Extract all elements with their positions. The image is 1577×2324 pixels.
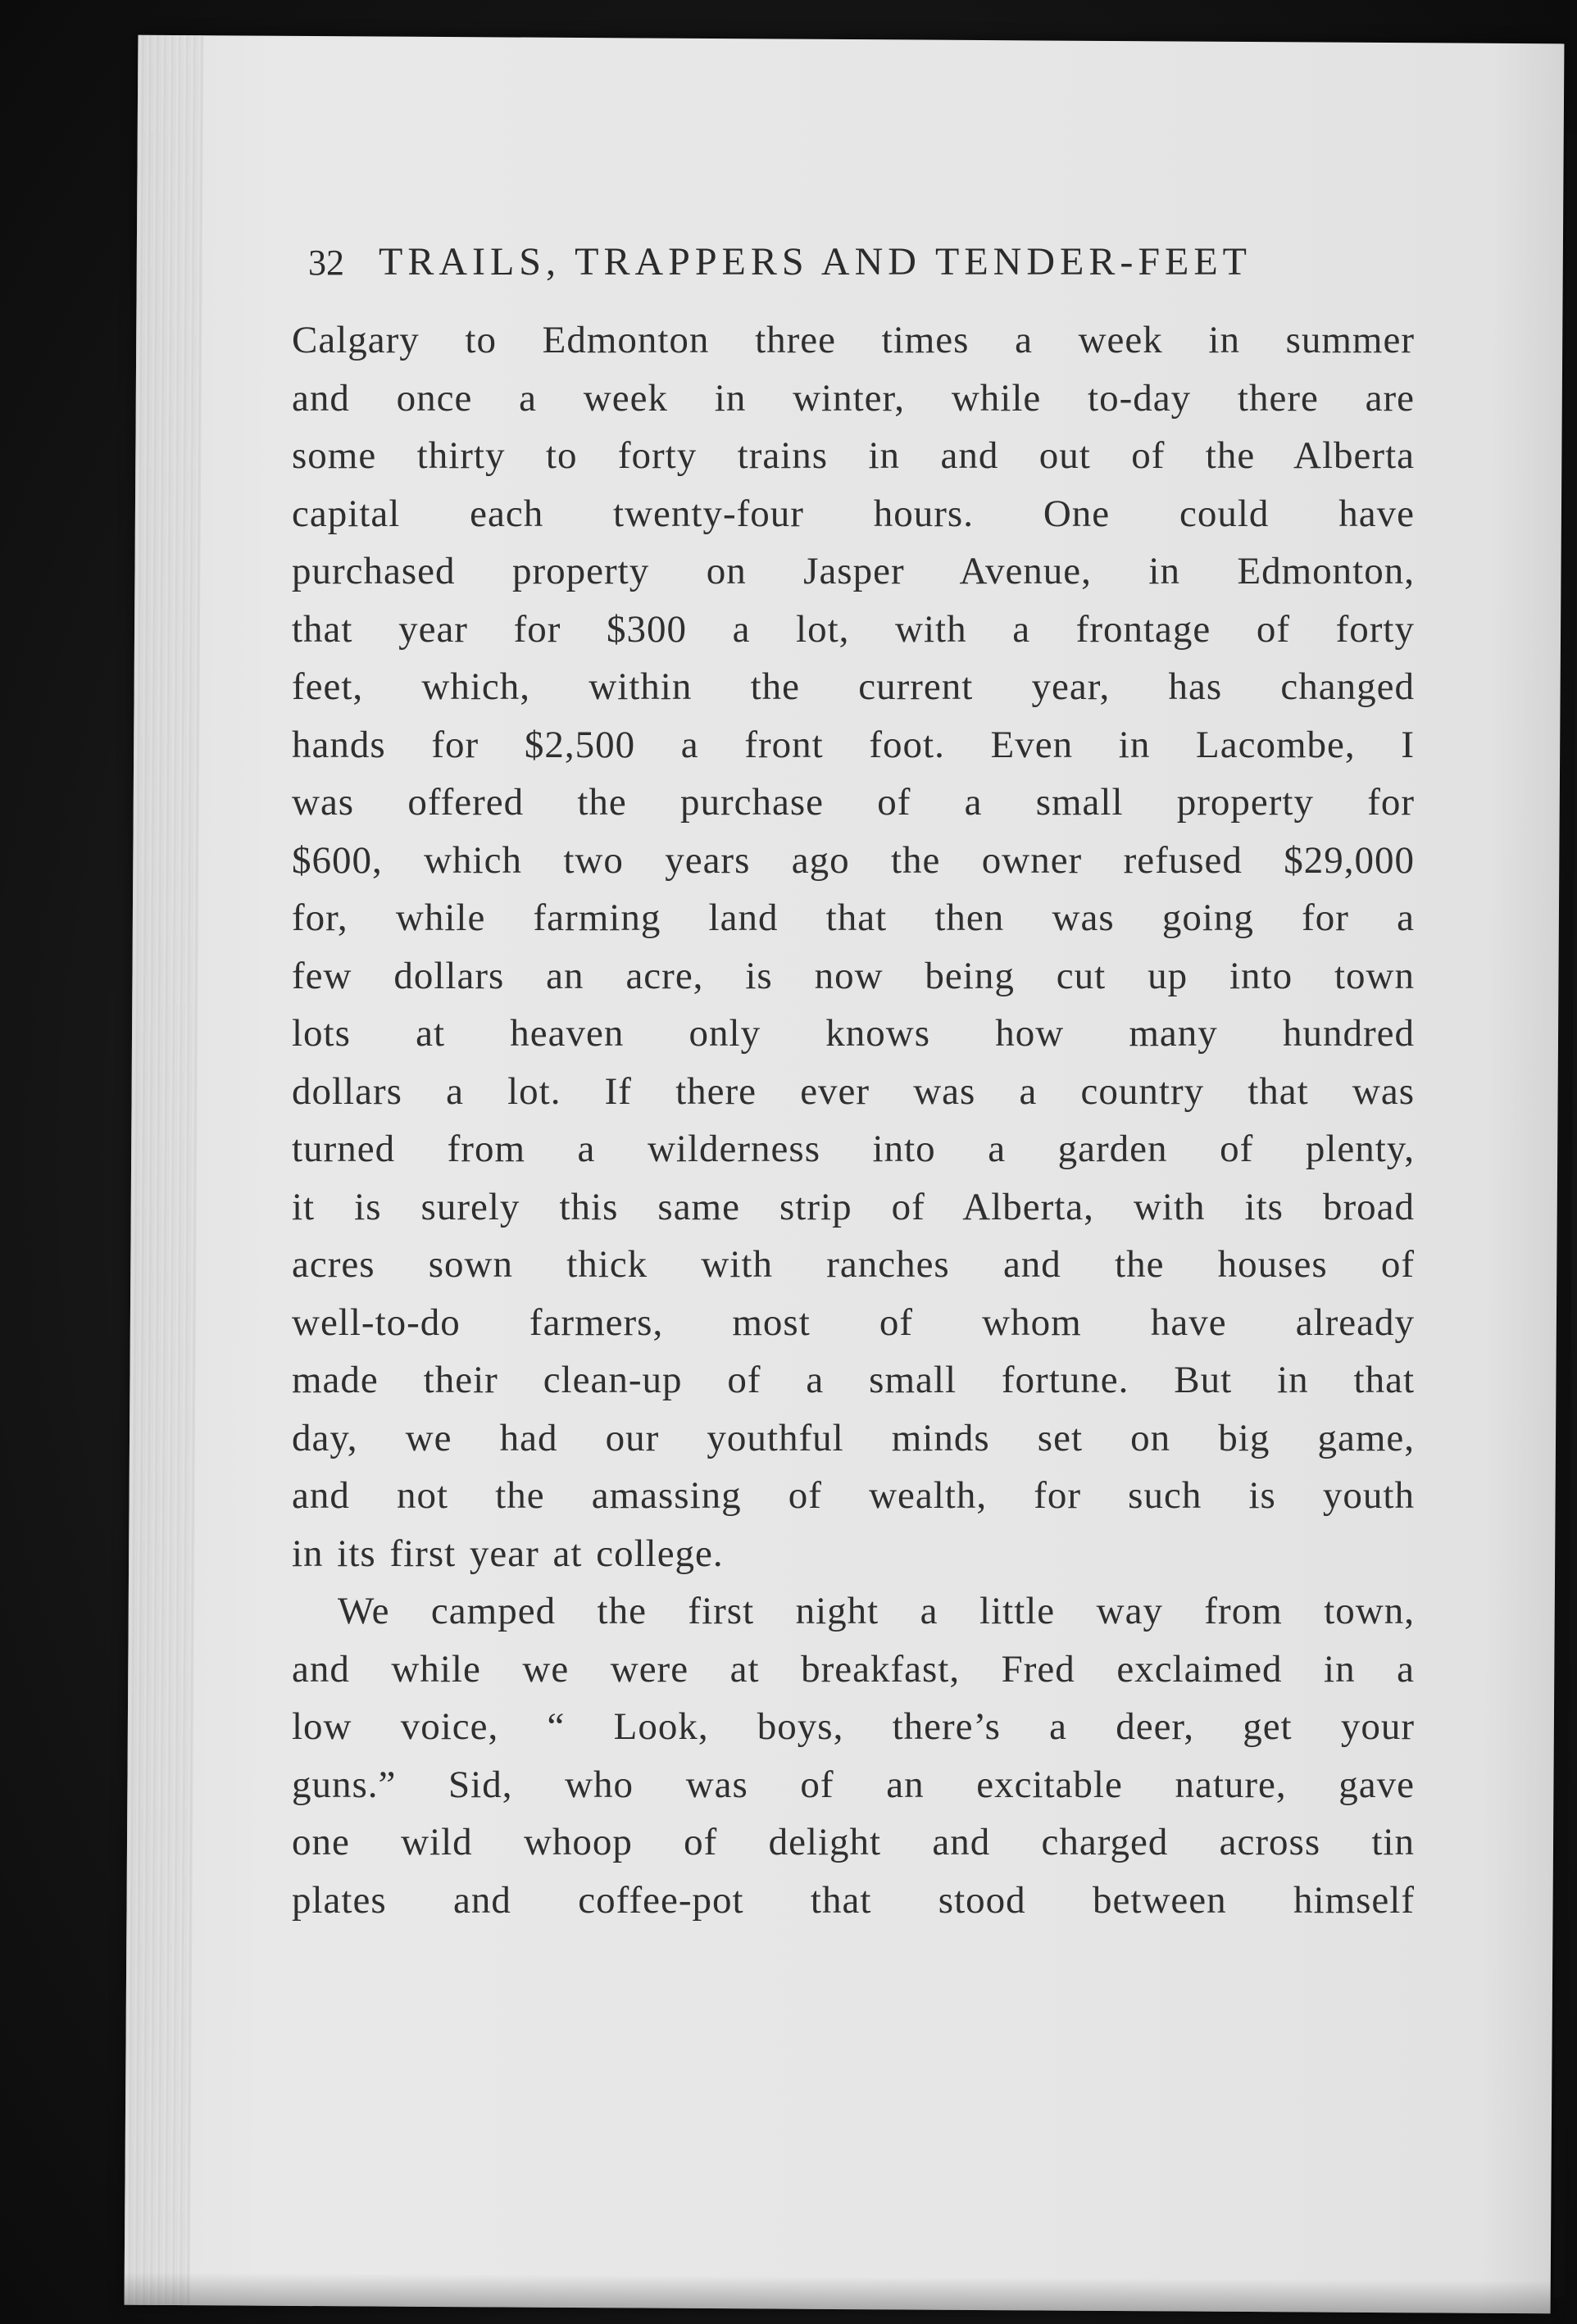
text-line: that year for $300 a lot, with a frontage of forty (292, 607, 1415, 651)
paragraph-2 (292, 1582, 1415, 1929)
text-line: for, while farming land that then was going for a (292, 896, 1415, 939)
text-line: capital each twenty-four hours. One could have (292, 492, 1415, 535)
page-right-shadow (1554, 134, 1577, 2297)
text-line: was offered the purchase of a small property for (292, 781, 1415, 824)
page-number: 32 (308, 243, 344, 283)
text-line: and not the amassing of wealth, for such is youth (292, 1474, 1415, 1517)
text-line: and while we were at breakfast, Fred exclaimed in a (292, 1647, 1415, 1691)
text-line: turned from a wilderness into a garden of plenty, (292, 1128, 1415, 1170)
text-line: plates and coffee-pot that stood between himself (292, 1878, 1415, 1922)
running-head (308, 239, 1407, 284)
text-line: some thirty to forty trains in and out of the Alberta (292, 434, 1415, 477)
text-line: $600, which two years ago the owner refused $29,000 (292, 838, 1415, 882)
text-line: acres sown thick with ranches and the houses of (292, 1243, 1415, 1286)
body-text (292, 311, 1415, 1929)
text-line: few dollars an acre, is now being cut up into town (292, 954, 1415, 997)
text-line: made their clean-up of a small fortune. But in that (292, 1359, 1415, 1401)
text-line: low voice, “ Look, boys, there’s a deer, get your (292, 1705, 1415, 1748)
text-line: Calgary to Edmonton three times a week in summer (292, 319, 1415, 361)
text-line: hands for $2,500 a front foot. Even in Lacombe, I (292, 723, 1415, 766)
text-line: dollars a lot. If there ever was a country that was (292, 1069, 1415, 1113)
text-line: day, we had our youthful minds set on big game, (292, 1416, 1415, 1459)
text-line: one wild whoop of delight and charged across tin (292, 1821, 1415, 1863)
running-title: TRAILS, TRAPPERS AND TENDER-FEET (379, 240, 1252, 284)
text-line: feet, which, within the current year, has changed (292, 665, 1415, 708)
text-line: well-to-do farmers, most of whom have already (292, 1300, 1415, 1344)
text-line: and once a week in winter, while to-day there are (292, 376, 1415, 420)
text-line: guns.” Sid, who was of an excitable nature, gave (292, 1763, 1415, 1806)
page-bottom-edge (125, 2272, 1551, 2314)
text-line: lots at heaven only knows how many hundred (292, 1012, 1415, 1055)
text-line: it is surely this same strip of Alberta, with its broad (292, 1185, 1415, 1228)
text-line: in its first year at college. (292, 1532, 724, 1575)
text-line: We camped the first night a little way from town, (338, 1590, 1415, 1632)
text-line: purchased property on Jasper Avenue, in Edmonton, (292, 550, 1415, 592)
paragraph-1 (292, 311, 1415, 1582)
page-gutter-edge (125, 35, 204, 2305)
